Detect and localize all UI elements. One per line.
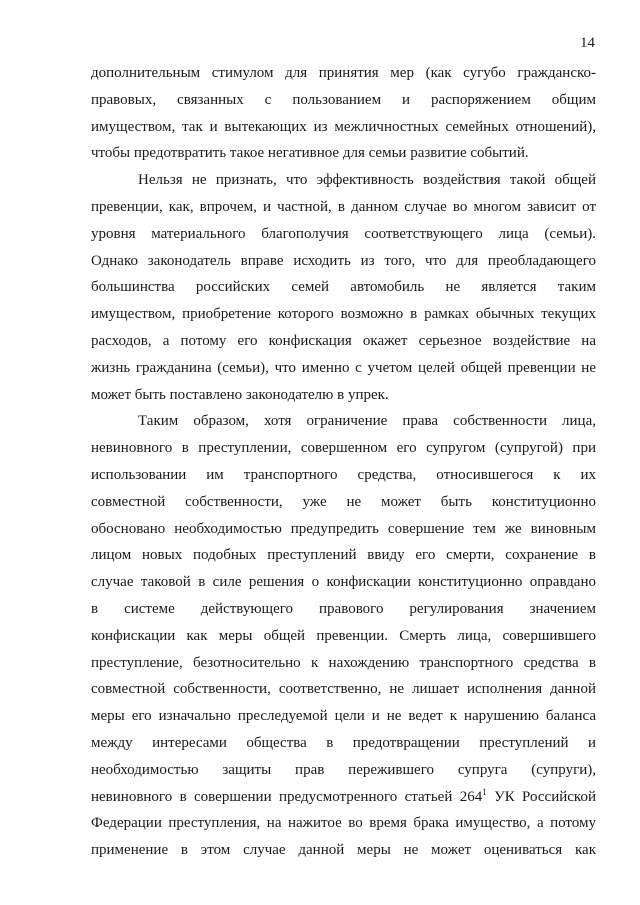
text-line: Однако законодатель вправе исходить из того, что для преобладающего (91, 252, 596, 269)
text-line: совместной собственности, соответственно, не лишает исполнения данной (91, 681, 596, 698)
text-line: уровня материального благополучия соответствующего лица (семьи). (91, 225, 596, 242)
text-line: в системе действующего правового регулирования значением (91, 600, 596, 617)
text-line: превенции, как, впрочем, и частной, в данном случае во многом зависит от (91, 198, 596, 215)
text-line: Нельзя не признать, что эффективность воздействия такой общей (138, 172, 596, 189)
text-line: необходимостью защиты прав пережившего супруга (супруги), (91, 761, 596, 778)
text-line: обосновано необходимостью предупредить совершение тем же виновным (91, 520, 596, 537)
article-superscript: 1 (482, 786, 487, 797)
text-line: правовых, связанных с пользованием и распоряжением общим (91, 91, 596, 108)
text-line: использовании им транспортного средства, относившегося к их (91, 466, 596, 483)
text-line: расходов, а потому его конфискация окажет серьезное воздействие на (91, 332, 596, 349)
text-line: имуществом, приобретение которого возможно в рамках обычных текущих (91, 306, 596, 323)
text-line: конфискации как меры общей превенции. Смерть лица, совершившего (91, 627, 596, 644)
text-line: между интересами общества в предотвращении преступлений и (91, 734, 596, 751)
text-line: дополнительным стимулом для принятия мер (как сугубо гражданско- (91, 65, 596, 81)
text-line: применение в этом случае данной меры не может оцениваться как (91, 842, 596, 859)
text-line: имуществом, так и вытекающих из межличностных семейных отношений), (91, 118, 596, 135)
text-line: лицом новых подобных преступлений ввиду его смерти, сохранение в (91, 547, 596, 564)
text-line: меры его изначально преследуемой цели и не ведет к нарушению баланса (91, 708, 596, 725)
text-line: чтобы предотвратить такое негативное для семьи развитие событий. (91, 145, 529, 162)
page-number: 14 (580, 35, 595, 51)
text-line: Федерации преступления, на нажитое во время брака имущество, а потому (91, 815, 596, 832)
document-body (91, 60, 596, 864)
text-line: невиновного в преступлении, совершенном его супругом (супругой) при (91, 440, 596, 457)
text-line: жизнь гражданина (семьи), что именно с учетом целей общей превенции не (91, 359, 596, 376)
text-line-article-ref (91, 784, 596, 811)
article-text-after: УК Российской (486, 788, 596, 805)
text-line: совместной собственности, уже не может быть конституционно (91, 493, 596, 510)
article-text-before: невиновного в совершении предусмотренного статьей 264 (91, 788, 483, 805)
text-line: Таким образом, хотя ограничение права собственности лица, (138, 413, 596, 430)
text-line: случае таковой в силе решения о конфискации конституционно оправдано (91, 574, 596, 591)
text-line: преступление, безотносительно к нахождению транспортного средства в (91, 654, 596, 671)
text-line: большинства российских семей автомобиль не является таким (91, 279, 596, 296)
text-line: может быть поставлено законодателю в упрек. (91, 386, 389, 403)
